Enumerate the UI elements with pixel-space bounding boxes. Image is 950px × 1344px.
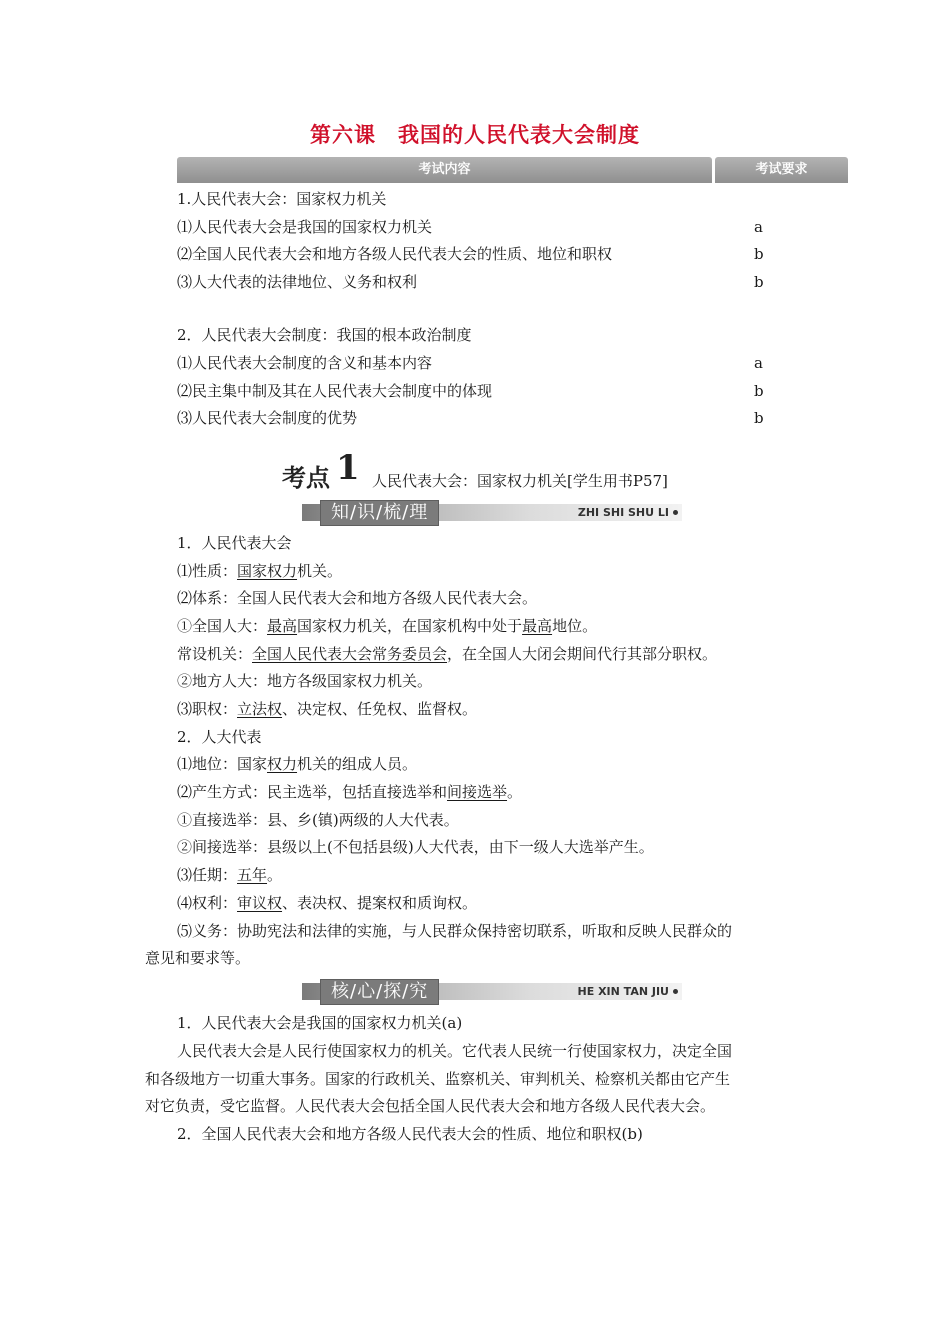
- lesson-name: 我国的人民代表大会制度: [398, 122, 640, 147]
- banner-label: 核/心/探/究: [320, 979, 439, 1005]
- text-line: ⑶职权：立法权、决定权、任免权、监督权。: [177, 700, 478, 718]
- text-line: 2．全国人民代表大会和地方各级人民代表大会的性质、地位和职权(b): [177, 1125, 643, 1143]
- banner-pinyin: ZHI SHI SHU LI: [578, 504, 678, 521]
- kaodian-label: 考点: [282, 464, 330, 492]
- text-line: ⑶任期：五年。: [177, 866, 283, 884]
- table-item-requirement: a: [754, 354, 763, 372]
- text-line: 2．人大代表: [177, 728, 262, 746]
- table-group-heading: 2．人民代表大会制度：我国的根本政治制度: [177, 326, 472, 344]
- table-item-requirement: a: [754, 218, 763, 236]
- dot-icon: [673, 989, 678, 994]
- table-item-requirement: b: [754, 245, 764, 263]
- text-line: 意见和要求等。: [145, 949, 251, 967]
- text-line: ⑵产生方式：民主选举，包括直接选举和间接选举。: [177, 783, 523, 801]
- text-line: ②地方人大：地方各级国家权力机关。: [177, 672, 433, 690]
- text-line: ⑷权利：审议权、表决权、提案权和质询权。: [177, 894, 478, 912]
- text-line: 对它负责，受它监督。人民代表大会包括全国人民代表大会和地方各级人民代表大会。: [145, 1097, 716, 1115]
- table-item: ⑴人民代表大会是我国的国家权力机关: [177, 218, 433, 236]
- banner-pinyin: HE XIN TAN JIU: [578, 983, 678, 1000]
- text-line: 和各级地方一切重大事务。国家的行政机关、监察机关、审判机关、检察机关都由它产生: [145, 1070, 731, 1088]
- lesson-title: [0, 119, 950, 149]
- table-header-content: 考试内容: [177, 157, 712, 183]
- table-item-requirement: b: [754, 273, 764, 291]
- kaodian-title: 人民代表大会：国家权力机关[学生用书P57]: [372, 472, 668, 490]
- section-banner-hexin: [302, 979, 682, 1003]
- text-line: 1．人民代表大会: [177, 534, 292, 552]
- table-header-requirement: 考试要求: [715, 157, 848, 183]
- lesson-number: 第六课: [310, 122, 376, 147]
- table-item-requirement: b: [754, 382, 764, 400]
- banner-label: 知/识/梳/理: [320, 500, 439, 526]
- text-line: ①全国人大：最高国家权力机关，在国家机构中处于最高地位。: [177, 617, 598, 635]
- table-item: ⑴人民代表大会制度的含义和基本内容: [177, 354, 433, 372]
- kaodian-number: 1: [336, 448, 360, 488]
- text-line: ①直接选举：县、乡(镇)两级的人大代表。: [177, 811, 459, 829]
- text-line: 人民代表大会是人民行使国家权力的机关。它代表人民统一行使国家权力，决定全国: [177, 1042, 733, 1060]
- text-line: 1．人民代表大会是我国的国家权力机关(a): [177, 1014, 463, 1032]
- text-line: 常设机关：全国人民代表大会常务委员会，在全国人大闭会期间代行其部分职权。: [177, 645, 718, 663]
- table-item: ⑶人大代表的法律地位、义务和权利: [177, 273, 418, 291]
- text-line: ⑵体系：全国人民代表大会和地方各级人民代表大会。: [177, 589, 538, 607]
- table-item: ⑵全国人民代表大会和地方各级人民代表大会的性质、地位和职权: [177, 245, 613, 263]
- text-line: ⑴性质：国家权力机关。: [177, 562, 343, 580]
- text-line: ⑸义务：协助宪法和法律的实施，与人民群众保持密切联系，听取和反映人民群众的: [177, 922, 733, 940]
- table-item-requirement: b: [754, 409, 764, 427]
- table-item: ⑶人民代表大会制度的优势: [177, 409, 358, 427]
- text-line: ⑴地位：国家权力机关的组成人员。: [177, 755, 418, 773]
- text-line: ②间接选举：县级以上(不包括县级)人大代表，由下一级人大选举产生。: [177, 838, 654, 856]
- table-group-heading: 1.人民代表大会：国家权力机关: [177, 190, 387, 208]
- table-item: ⑵民主集中制及其在人民代表大会制度中的体现: [177, 382, 493, 400]
- dot-icon: [673, 510, 678, 515]
- section-banner-zhishi: [302, 500, 682, 524]
